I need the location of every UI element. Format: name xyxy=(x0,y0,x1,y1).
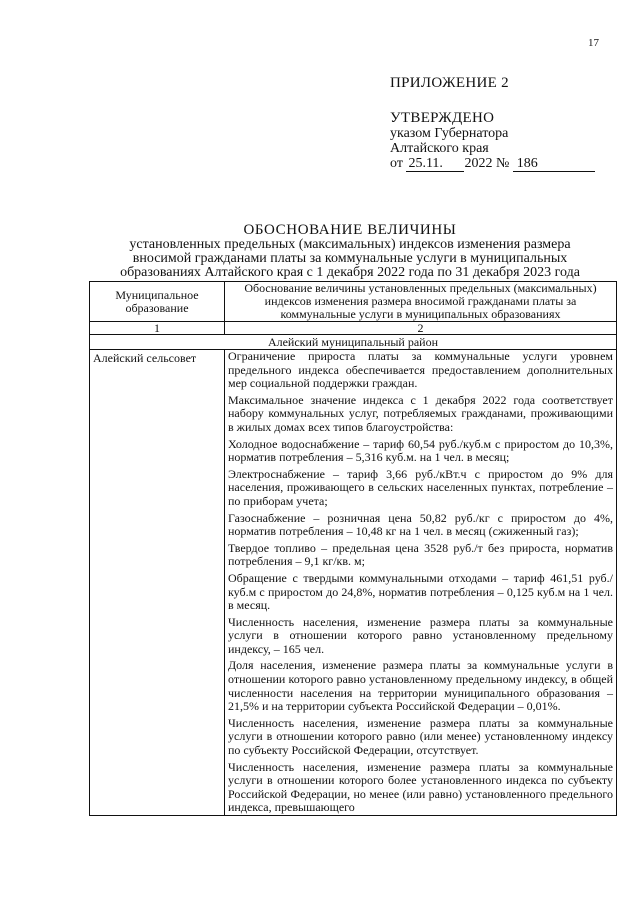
date-prefix: от xyxy=(390,156,403,171)
table-header-row xyxy=(90,282,617,322)
column-number-1: 1 xyxy=(90,322,225,335)
year-text: 2022 № xyxy=(464,156,510,171)
approval-line-1: указом Губернатора xyxy=(390,126,509,141)
paragraph-8: Численность населения, изменение размера платы за коммунальные услуги в отношении которого равно установленному предельному индексу, – 165 чел. xyxy=(228,614,613,656)
paragraph-5: Газоснабжение – розничная цена 50,82 руб./кг с приростом до 4%, норматив потребления – 10,48 кг на 1 чел. в месяц (сжиженный газ); xyxy=(228,510,613,539)
paragraph-4: Электроснабжение – тариф 3,66 руб./кВт.ч с приростом до 9% для населения, проживающего в сельских населенных пунктах, потребление – по приборам учета; xyxy=(228,466,613,508)
column-number-2: 2 xyxy=(225,322,617,335)
paragraph-6: Твердое топливо – предельная цена 3528 руб./т без прироста, норматив потребления – 9,1 кг/кв. м; xyxy=(228,540,613,569)
document-title xyxy=(100,222,600,280)
approval-date-line xyxy=(390,156,595,172)
title-main: ОБОСНОВАНИЕ ВЕЛИЧИНЫ xyxy=(243,222,457,238)
title-sub-line-1: установленных предельных (максимальных) индексов изменения размера xyxy=(129,237,571,252)
table-row xyxy=(90,350,617,816)
decree-number: 186 xyxy=(513,156,595,172)
paragraph-11: Численность населения, изменение размера платы за коммунальные услуги в отношении которого более установленного индекса по субъекту Российской Федерации, но менее (или равно) установленного предельного индекса, превышающего xyxy=(228,759,613,815)
header-municipality: Муниципальное образование xyxy=(90,282,225,322)
justification-table xyxy=(89,281,616,816)
table-number-row xyxy=(90,322,617,335)
appendix-label: ПРИЛОЖЕНИЕ 2 xyxy=(390,75,509,91)
district-row xyxy=(90,335,617,350)
district-name: Алейский муниципальный район xyxy=(90,335,617,350)
date-value: 25.11. xyxy=(406,156,464,172)
paragraph-10: Численность населения, изменение размера платы за коммунальные услуги в отношении которого равно (или менее) установленному индексу по субъекту Российской Федерации, отсутствует. xyxy=(228,715,613,758)
approval-line-2: Алтайского края xyxy=(390,141,489,156)
header-justification: Обоснование величины установленных предельных (максимальных) индексов изменения размера вносимой гражданами платы за коммунальные услуги в муниципальных образованиях xyxy=(225,282,617,322)
title-sub-line-3: образованиях Алтайского края с 1 декабря 2022 года по 31 декабря 2023 года xyxy=(120,265,580,280)
page-number: 17 xyxy=(588,37,599,49)
approval-block xyxy=(390,76,595,172)
paragraph-1: Ограничение прироста платы за коммунальные услуги уровнем предельного индекса обеспечивается предоставлением дополнительных мер социальной поддержки граждан. xyxy=(228,349,613,391)
approved-label: УТВЕРЖДЕНО xyxy=(390,110,495,126)
justification-text xyxy=(225,350,617,816)
paragraph-3: Холодное водоснабжение – тариф 60,54 руб./куб.м с приростом до 10,3%, норматив потребления – 5,316 куб.м. на 1 чел. в месяц; xyxy=(228,436,613,465)
paragraph-9: Доля населения, изменение размера платы за коммунальные услуги в отношении которого равно установленному предельному индексу, в общей численности населения на территории муниципального образования – 21,5% и на территории субъекта Российской Федерации – 0,01%. xyxy=(228,658,613,714)
title-sub-line-2: вносимой гражданами платы за коммунальные услуги в муниципальных xyxy=(132,251,568,266)
paragraph-2: Максимальное значение индекса с 1 декабря 2022 года соответствует набору коммунальных услуг, потребляемых гражданами, проживающими в жилых домах всех типов благоустройства: xyxy=(228,392,613,434)
paragraph-7: Обращение с твердыми коммунальными отходами – тариф 461,51 руб./куб.м с приростом до 24,8%, норматив потребления – 0,125 куб.м на 1 чел. в месяц. xyxy=(228,570,613,613)
municipality-name: Алейский сельсовет xyxy=(90,350,225,816)
